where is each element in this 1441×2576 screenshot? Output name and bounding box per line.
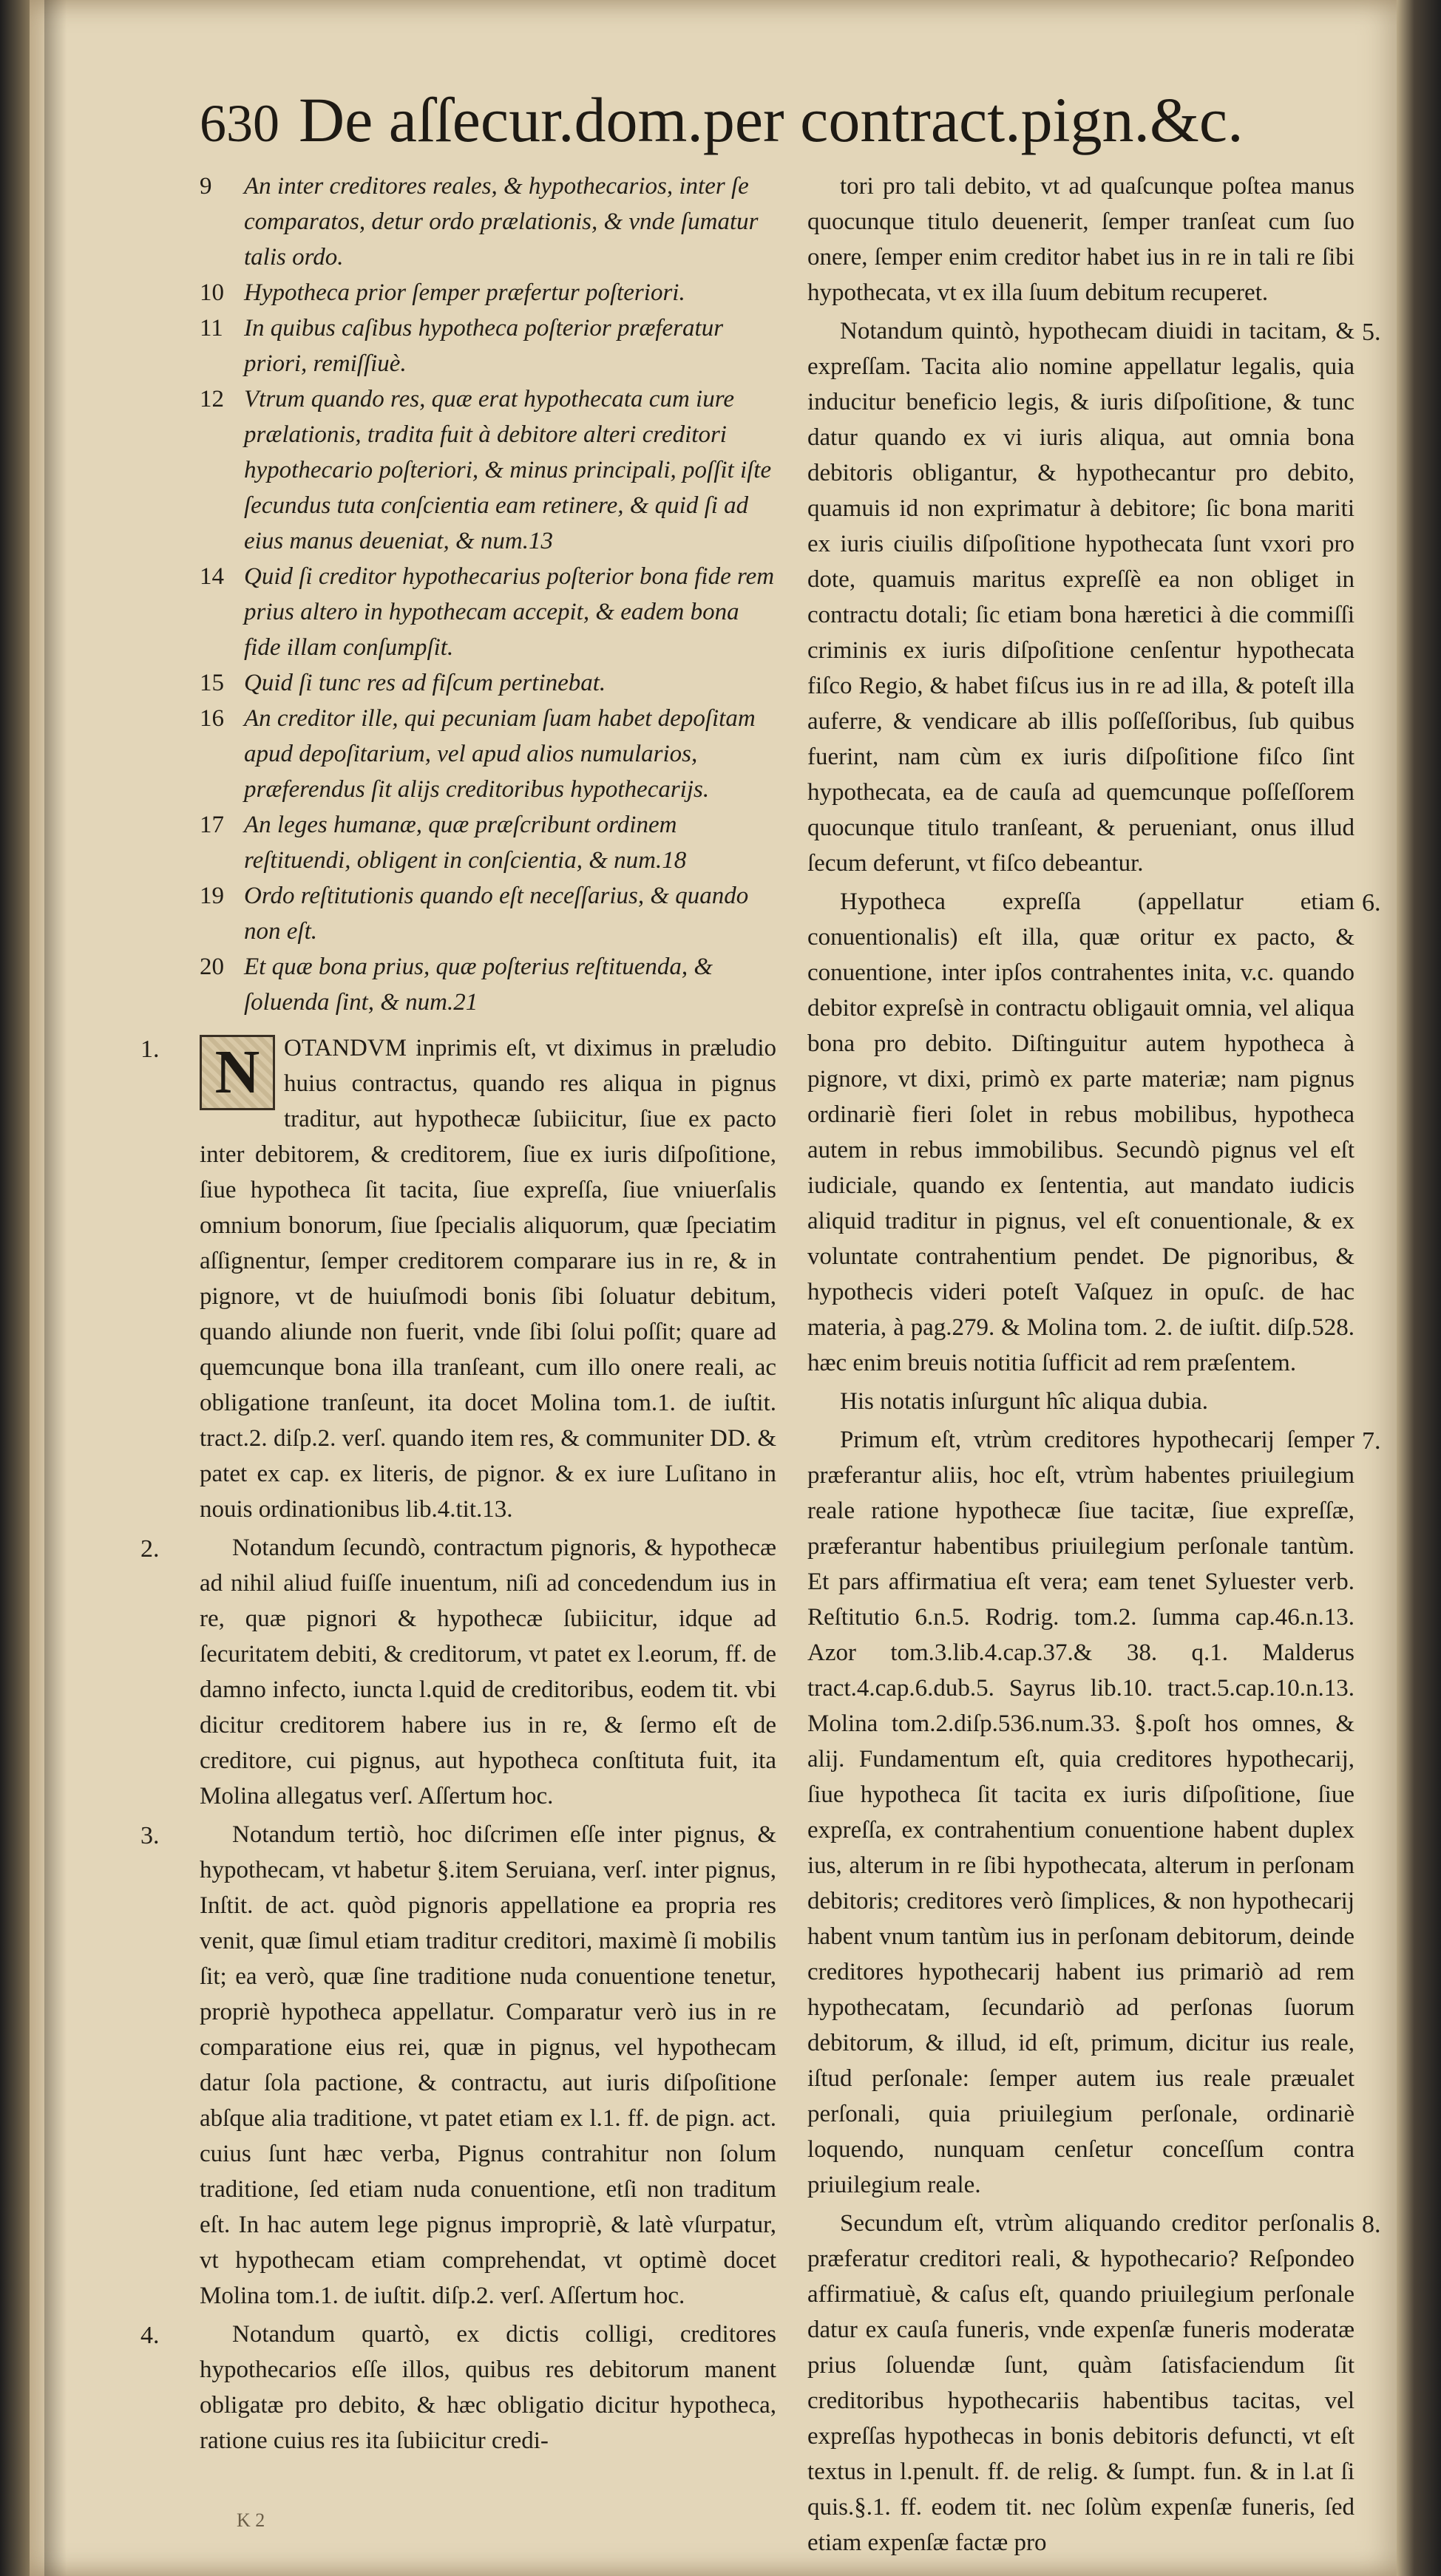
paragraph-text: Notandum quartò, ex dictis colligi, creditores hypothecarios eſſe illos, quibus res debitorum manent obligatæ pro debito, & hæc obligatio dicitur hypotheca, ratione cuius res ita ſubiicitur credi- bbox=[200, 2321, 776, 2454]
paragraph-text: Hypotheca expreſſa (appellatur etiam conuentionalis) eſt illa, quæ oritur ex pacto, & conuentione, inter ipſos contrahentes inita, v.c. quando debitor expreſsè in contractu obligauit omnia, vel aliqua bona pro debito. Diſtinguitur autem hypotheca à pignore, vt dixi, primò ex parte materiæ; nam pignus ordinariè fieri ſolet in rebus mobilibus, hypotheca autem in rebus immobilibus. Secundò pignus vel eſt iudiciale, quando ex ſententia, aut mandato iudicis aliquid traditur in pignus, vel eſt conuentionale, & ex voluntate contrahentium pendet. De pignoribus, & hypothecis videri poteſt Vaſquez in opuſc. de hac materia, à pag.279. & Molina tom. 2. de iuſtit. diſp.528. hæc enim breuis notitia ſufficit ad rem præſentem. bbox=[807, 888, 1354, 1376]
summary-text: Ordo reſtitutionis quando eſt neceſſarius, & quando non eſt. bbox=[244, 883, 749, 945]
summary-text: Quid ſi tunc res ad fiſcum pertinebat. bbox=[244, 670, 606, 696]
paragraph bbox=[200, 1530, 776, 1814]
paragraph-block bbox=[807, 313, 1381, 881]
summary-number: 17 bbox=[200, 812, 224, 838]
paragraph-block bbox=[140, 1030, 776, 1527]
paragraph-block bbox=[140, 1817, 776, 2314]
paragraph bbox=[200, 1817, 776, 2314]
margin-number: 1. bbox=[140, 1036, 160, 1063]
summary-number: 20 bbox=[200, 954, 224, 980]
paragraph-text: His notatis inſurgunt hîc aliqua dubia. bbox=[840, 1388, 1208, 1415]
book-spine bbox=[0, 0, 31, 2576]
paragraph-text: Notandum tertiò, hoc diſcrimen eſſe inter pignus, & hypothecam, vt habetur §.item Seruiana, verſ. inter pignus, Inſtit. de act. quòd pignoris appellatione ea propria res venit, quæ ſimul etiam traditur creditori, maximè ſi mobilis ſit; ea verò, quæ ſine traditione nuda conuentione tenetur, propriè hypotheca appellatur. Comparatur verò ius in re comparatione eius rei, quæ in pignus, vel hypothecam datur ſola pactione, & contractu, aut iuris diſpoſitione abſque alia traditione, vt patet etiam ex l.1. ff. de pign. act. cuius ſunt hæc verba, Pignus contrahitur non ſolum traditione, ſed etiam nuda conuentione, etſi non traditum eſt. In hac autem lege pignus impropriè, & latè vſurpatur, vt hypothecam etiam comprehendat, vt optimè docet Molina tom.1. de iuſtit. diſp.2. verſ. Aſſertum hoc. bbox=[200, 1821, 776, 2309]
paragraph-text: tori pro tali debito, vt ad quaſcunque poſtea manus quocunque titulo deuenerit, ſemper tranſeat cum ſuo onere, ſemper enim creditor habet ius in re in tali re ſibi hypothecata, vt ex illa ſuum debitum recuperet. bbox=[807, 173, 1354, 306]
page-number: 630 bbox=[200, 94, 279, 153]
paragraph-text: OTANDVM inprimis eſt, vt diximus in præludio huius contractus, quando res aliqua in pignus traditur, aut hypothecæ ſubiicitur, ſiue ex pacto inter debitorem, & creditorem, ſiue ex iuris diſpoſitione, ſiue hypotheca ſit tacita, ſiue expreſſa, ſiue vniuerſalis omnium bonorum, ſiue ſpecialis aliquorum, quæ ſpeciatim aſſignentur, ſemper creditorem comparare ius in re, & in pignore, vt de huiuſmodi bonis ſibi ſoluatur debitum, quando aliunde non fuerit, vnde ſibi ſolui poſſit; quare ad quemcunque bona illa tranſeant, cum illo onere reali, ac obligatione tranſeunt, ita docet Molina tom.1. de iuſtit. tract.2. diſp.2. verſ. quando item res, & communiter DD. & patet ex cap. ex literis, de pignor. & ex iure Luſitano in nouis ordinationibus lib.4.tit.13. bbox=[200, 1035, 776, 1523]
paragraph-block bbox=[140, 2317, 776, 2458]
summary-number: 9 bbox=[200, 173, 212, 200]
summary-number: 12 bbox=[200, 386, 224, 412]
paragraph bbox=[807, 1384, 1354, 1419]
paragraph-block bbox=[807, 2206, 1381, 2560]
summary-item bbox=[200, 807, 776, 878]
margin-number: 7. bbox=[1362, 1427, 1381, 1455]
summary-number: 10 bbox=[200, 279, 224, 306]
paragraph-block bbox=[807, 1384, 1354, 1419]
margin-number: 3. bbox=[140, 1822, 160, 1849]
paragraph-block bbox=[807, 169, 1354, 310]
paragraph-block bbox=[807, 884, 1381, 1381]
right-paragraphs bbox=[807, 169, 1381, 2560]
paragraph bbox=[807, 2206, 1354, 2560]
running-title: De aſſecur.dom.per contract.pign.&c. bbox=[299, 84, 1244, 155]
summary-list bbox=[200, 169, 776, 1020]
right-column bbox=[807, 169, 1381, 2563]
paragraph-text: Notandum ſecundò, contractum pignoris, & hypothecæ ad nihil aliud fuiſſe inuentum, niſi ad concedendum ius in re, quæ pignori & hypothecæ ſubiicitur, idque ad ſecuritatem debiti, & creditorum, vt patet ex l.eorum, ff. de damno infecto, iuncta l.quid de creditoribus, eodem tit. vbi dicitur creditorem habere ius in re, & ſermo eſt de creditore, cui pignus, aut hypotheca conſtituta fuit, ita Molina allegatus verſ. Aſſertum hoc. bbox=[200, 1535, 776, 1809]
summary-text: An creditor ille, qui pecuniam ſuam habet depoſitam apud depoſitarium, vel apud alios numularios, præferendus ſit alijs creditoribus hypothecarijs. bbox=[244, 705, 756, 803]
running-header bbox=[200, 83, 1353, 157]
summary-text: An inter creditores reales, & hypothecarios, inter ſe comparatos, detur ordo prælationis, & vnde ſumatur talis ordo. bbox=[244, 173, 759, 271]
summary-item bbox=[200, 665, 776, 701]
paragraph bbox=[200, 2317, 776, 2458]
signature-mark: K 2 bbox=[237, 2509, 265, 2531]
summary-text: In quibus caſibus hypotheca poſterior præferatur priori, remiſſiuè. bbox=[244, 315, 724, 377]
margin-number: 8. bbox=[1362, 2211, 1381, 2238]
summary-number: 19 bbox=[200, 883, 224, 909]
summary-text: An leges humanæ, quæ præſcribunt ordinem reſtituendi, obligent in conſcientia, & num.18 bbox=[244, 812, 687, 874]
summary-number: 11 bbox=[200, 315, 223, 341]
summary-number: 14 bbox=[200, 563, 224, 590]
summary-number: 15 bbox=[200, 670, 224, 696]
summary-number: 16 bbox=[200, 705, 224, 732]
page-edge bbox=[1397, 0, 1441, 2576]
summary-item bbox=[200, 275, 776, 310]
paragraph bbox=[807, 1422, 1354, 2203]
summary-item bbox=[200, 949, 776, 1020]
margin-number: 4. bbox=[140, 2322, 160, 2349]
paragraph-block bbox=[140, 1530, 776, 1814]
paragraph-block bbox=[807, 1422, 1381, 2203]
margin-number: 2. bbox=[140, 1535, 160, 1563]
summary-text: Et quæ bona prius, quæ poſterius reſtituenda, & ſoluenda ſint, & num.21 bbox=[244, 954, 713, 1016]
paragraph bbox=[807, 884, 1354, 1381]
summary-text: Vtrum quando res, quæ erat hypothecata cum iure prælationis, tradita fuit à debitore alteri creditori hypothecario poſteriori, & minus principali, poſſit iſte ſecundus tuta conſcientia eam retinere, & quid ſi ad eius manus deueniat, & num.13 bbox=[244, 386, 772, 554]
paragraph-text: Primum eſt, vtrùm creditores hypothecarij ſemper præferantur aliis, hoc eſt, vtrùm habentes priuilegium reale ratione hypothecæ ſiue tacitæ, ſiue expreſſæ, præferantur habentibus priuilegium perſonale tantùm. Et pars affirmatiua eſt vera; eam tenet Syluester verb. Reſtitutio 6.n.5. Rodrig. tom.2. ſumma cap.46.n.13. Azor tom.3.lib.4.cap.37.& 38. q.1. Malderus tract.4.cap.6.dub.5. Sayrus lib.10. tract.5.cap.10.n.13. Molina tom.2.diſp.536.num.33. §.poſt hos omnes, & alij. Fundamentum eſt, quia creditores hypothecarij, ſiue hypotheca ſit tacita ex iuris diſpoſitione, ſiue expreſſa, ex contrahentium conuentione habent duplex ius, alterum in re ſibi hypothecata, alterum in perſonam debitoris; creditores verò ſimplices, & non hypothecarij habent vnum tantùm ius in perſonam debitorum, deinde creditores hypothecarij habent ius primariò ad rem hypothecatam, ſecundariò ad perſonas ſuorum debitorum, & illud, id eſt, primum, dicitur ius reale, iſtud perſonale: ſemper autem ius reale præualet perſonali, quia priuilegium perſonale, ordinariè loquendo, nunquam cenſetur conceſſum contra priuilegium reale. bbox=[807, 1427, 1354, 2198]
paragraph bbox=[200, 1030, 776, 1527]
gutter-shadow bbox=[44, 0, 67, 2576]
paragraph bbox=[807, 169, 1354, 310]
summary-item bbox=[200, 878, 776, 949]
summary-item bbox=[200, 169, 776, 275]
paragraph-text: Secundum eſt, vtrùm aliquando creditor perſonalis præferatur creditori reali, & hypothecario? Reſpondeo affirmatiuè, & caſus eſt, quando priuilegium perſonale datur ex cauſa funeris, vnde expenſæ funeris moderatæ prius ſoluendæ ſunt, quàm ſatisfaciendum ſit creditoribus hypothecariis habentibus tacitas, vel expreſſas hypothecas in bonis debitoris defuncti, vt eſt textus in l.penult. ff. de relig. & ſumpt. fun. & in l.at ſi quis.§.1. ff. eodem tit. nec ſolùm expenſæ funeris, ſed etiam expenſæ factæ pro bbox=[807, 2210, 1354, 2556]
paragraph bbox=[807, 313, 1354, 881]
left-paragraphs bbox=[140, 1030, 776, 2458]
summary-item bbox=[200, 701, 776, 807]
drop-cap: N bbox=[200, 1035, 275, 1110]
margin-number: 6. bbox=[1362, 889, 1381, 917]
margin-number: 5. bbox=[1362, 319, 1381, 346]
summary-item bbox=[200, 559, 776, 665]
summary-item bbox=[200, 381, 776, 559]
paragraph-text: Notandum quintò, hypothecam diuidi in tacitam, & expreſſam. Tacita alio nomine appellatur legalis, quia inducitur beneficio legis, & iuris diſpoſitione, & tunc datur quando ex vi iuris aliqua, aut omnia bona debitoris obligantur, & hypothecantur pro debito, quamuis id non exprimatur à debitore; ſic bona mariti ex iuris ciuilis diſpoſitione hypothecata ſunt vxori pro dote, quamuis maritus expreſſè ea non obliget in contractu dotali; ſic etiam bona hæretici à die commiſſi criminis ex iuris diſpoſitione cenſentur hypothecata fiſco Regio, & habet fiſcus ius in re ad illa, & poteſt illa auferre, & vendicare ab illis poſſeſſoribus, ſub quibus fuerint, nam cùm ex iuris diſpoſitione fiſco ſint hypothecata, ea de cauſa ad quemcunque poſſeſſorem quocunque titulo tranſeant, & perueniant, onus illud ſecum deferunt, vt fiſco debeantur. bbox=[807, 318, 1354, 877]
summary-text: Quid ſi creditor hypothecarius poſterior bona fide rem prius altero in hypothecam accepit, & eadem bona fide illam conſumpſit. bbox=[244, 563, 775, 661]
left-column bbox=[140, 169, 776, 2461]
summary-text: Hypotheca prior ſemper præfertur poſteriori. bbox=[244, 279, 685, 306]
summary-item bbox=[200, 310, 776, 381]
